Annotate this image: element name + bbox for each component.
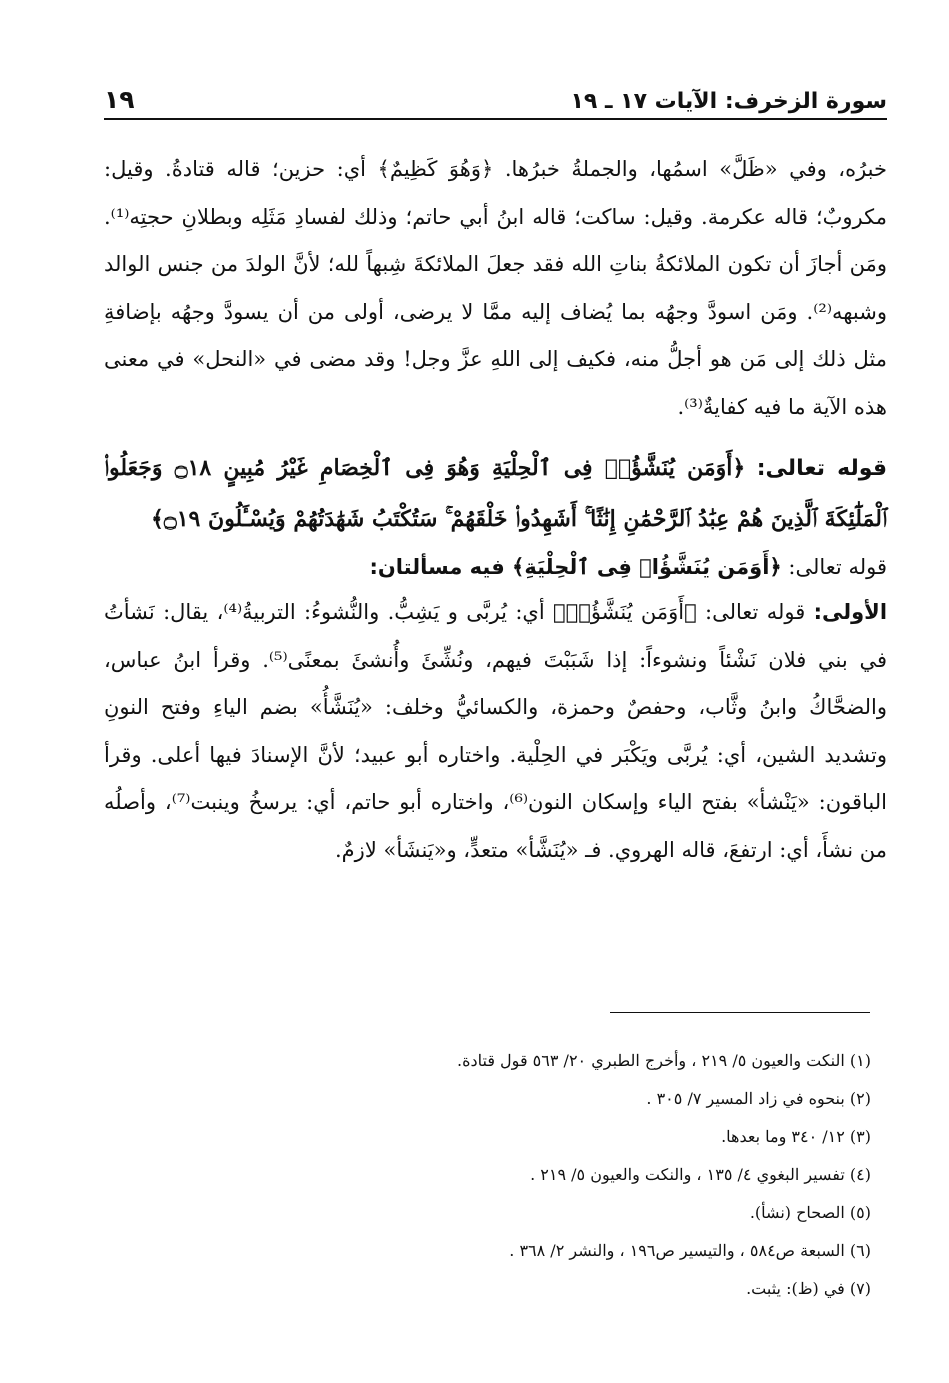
sub-heading <box>104 545 887 589</box>
first-issue-paragraph <box>104 589 887 874</box>
footnote-item: (٥) الصحاح (نشأ). <box>749 1203 871 1222</box>
running-title: سورة الزخرف: الآيات ١٧ ـ ١٩ <box>570 89 887 114</box>
footnote-item: (٣) ١٢/ ٣٤٠ وما بعدها. <box>721 1127 871 1146</box>
sub-heading-suffix: فيه مسألتان: <box>369 555 513 579</box>
footnote-item: (٦) السبعة ص٥٨٤ ، والتيسير ص١٩٦ ، والنشر ٢/ ٣٦٨ . <box>509 1241 871 1260</box>
verse-lead: قوله تعالى: <box>756 456 887 481</box>
footnote-divider <box>610 1012 870 1013</box>
verse-text: ﴿أَوَمَن يُنَشَّؤُا۟ فِى ٱلْحِلْيَةِ وَهُوَ فِى ٱلْخِصَامِ غَيْرُ مُبِينٍ ۝١٨ وَجَعَلُوا۟ ٱلْمَلَٰٓئِكَةَ ٱلَّذِينَ هُمْ عِبَٰدُ ٱلرَّحْمَٰنِ إِنَٰثًا ۚ أَشَهِدُوا۟ خَلْقَهُمْ ۚ سَتُكْتَبُ شَهَٰدَتُهُمْ وَيُسْـَٔلُونَ ۝١٩﴾ <box>104 455 887 532</box>
footnote-item: (١) النكت والعيون ٥/ ٢١٩ ، وأخرج الطبري ٢٠/ ٥٦٣ قول قتادة. <box>457 1051 871 1070</box>
first-issue-lead: الأولى: <box>813 600 888 624</box>
footnote-item: (٧) في (ظ): يثبت. <box>746 1279 871 1298</box>
sub-heading-prefix: قوله تعالى: <box>781 555 887 579</box>
sub-heading-quote: ﴿أَوَمَن يُنَشَّؤُا۟ فِى ٱلْحِلْيَةِ﴾ <box>512 555 782 579</box>
first-issue-text: قوله تعالى: ﴿أَوَمَن يُنَشَّؤُا۟﴾ أي: يُربَّى و يَشِبُّ. والنُّشوءُ: التربيةُ⁽⁴⁾، يقال: نَشأتُ في بني فلان نَشْئاً ونشوءاً: إذا شَبَبْتَ فيهم، ونُشِّئَ وأُنشئَ بمعنًى⁽⁵⁾. وقرأ ابنُ عباس، والضحَّاكُ وابنُ وثَّاب، وحفصٌ وحمزة، والكسائيُّ وخلف: «يُنَشَّأُ» بضم الياءِ وفتح النونِ وتشديد الشين، أي: يُربَّى ويَكْبَر في الحِلْية. واختاره أبو عبيد؛ لأنَّ الإسنادَ فيها أعلى. وقرأ الباقون: «يَنْشأ» بفتح الياء وإسكان النون⁽⁶⁾، واختاره أبو حاتم، أي: يرسخُ وينبت⁽⁷⁾، وأصلُه من نشأَ، أي: ارتفعَ، قاله الهروي. فـ «يُنَشَّأ» متعدٍّ، و«يَنشَأ» لازمٌ. <box>104 600 887 862</box>
page-number: ١٩ <box>104 85 135 114</box>
footnotes <box>104 1042 871 1308</box>
running-header <box>104 80 887 120</box>
main-text <box>104 146 887 874</box>
verse-block <box>104 443 887 545</box>
footnote-item: (٢) بنحوه في زاد المسير ٧/ ٣٠٥ . <box>646 1089 871 1108</box>
footnote-item: (٤) تفسير البغوي ٤/ ١٣٥ ، والنكت والعيون ٥/ ٢١٩ . <box>530 1165 871 1184</box>
commentary-paragraph: خبرُه، وفي «ظَلَّ» اسمُها، والجملةُ خبرُها. ﴿وَهُوَ كَظِيمٌ﴾ أي: حزين؛ قاله قتادةُ. وقيل: مكروبٌ؛ قاله عكرمة. وقيل: ساكت؛ قاله ابنُ أبي حاتم؛ وذلك لفسادِ مَثَلِه وبطلانِ حجتِه⁽¹⁾. ومَن أجازَ أن تكون الملائكةُ بناتِ الله فقد جعلَ الملائكةَ شِبهاً لله؛ لأنَّ الولدَ من جنس الوالد وشبهه⁽²⁾. ومَن اسودَّ وجهُه بما يُضاف إليه ممَّا لا يرضى، أولى من أن يسودَّ وجهُه بإضافةِ مثل ذلك إلى مَن هو أجلُّ منه، فكيف إلى اللهِ عزَّ وجل! وقد مضى في «النحل» في معنى هذه الآية ما فيه كفايةٌ⁽³⁾. <box>104 157 887 419</box>
